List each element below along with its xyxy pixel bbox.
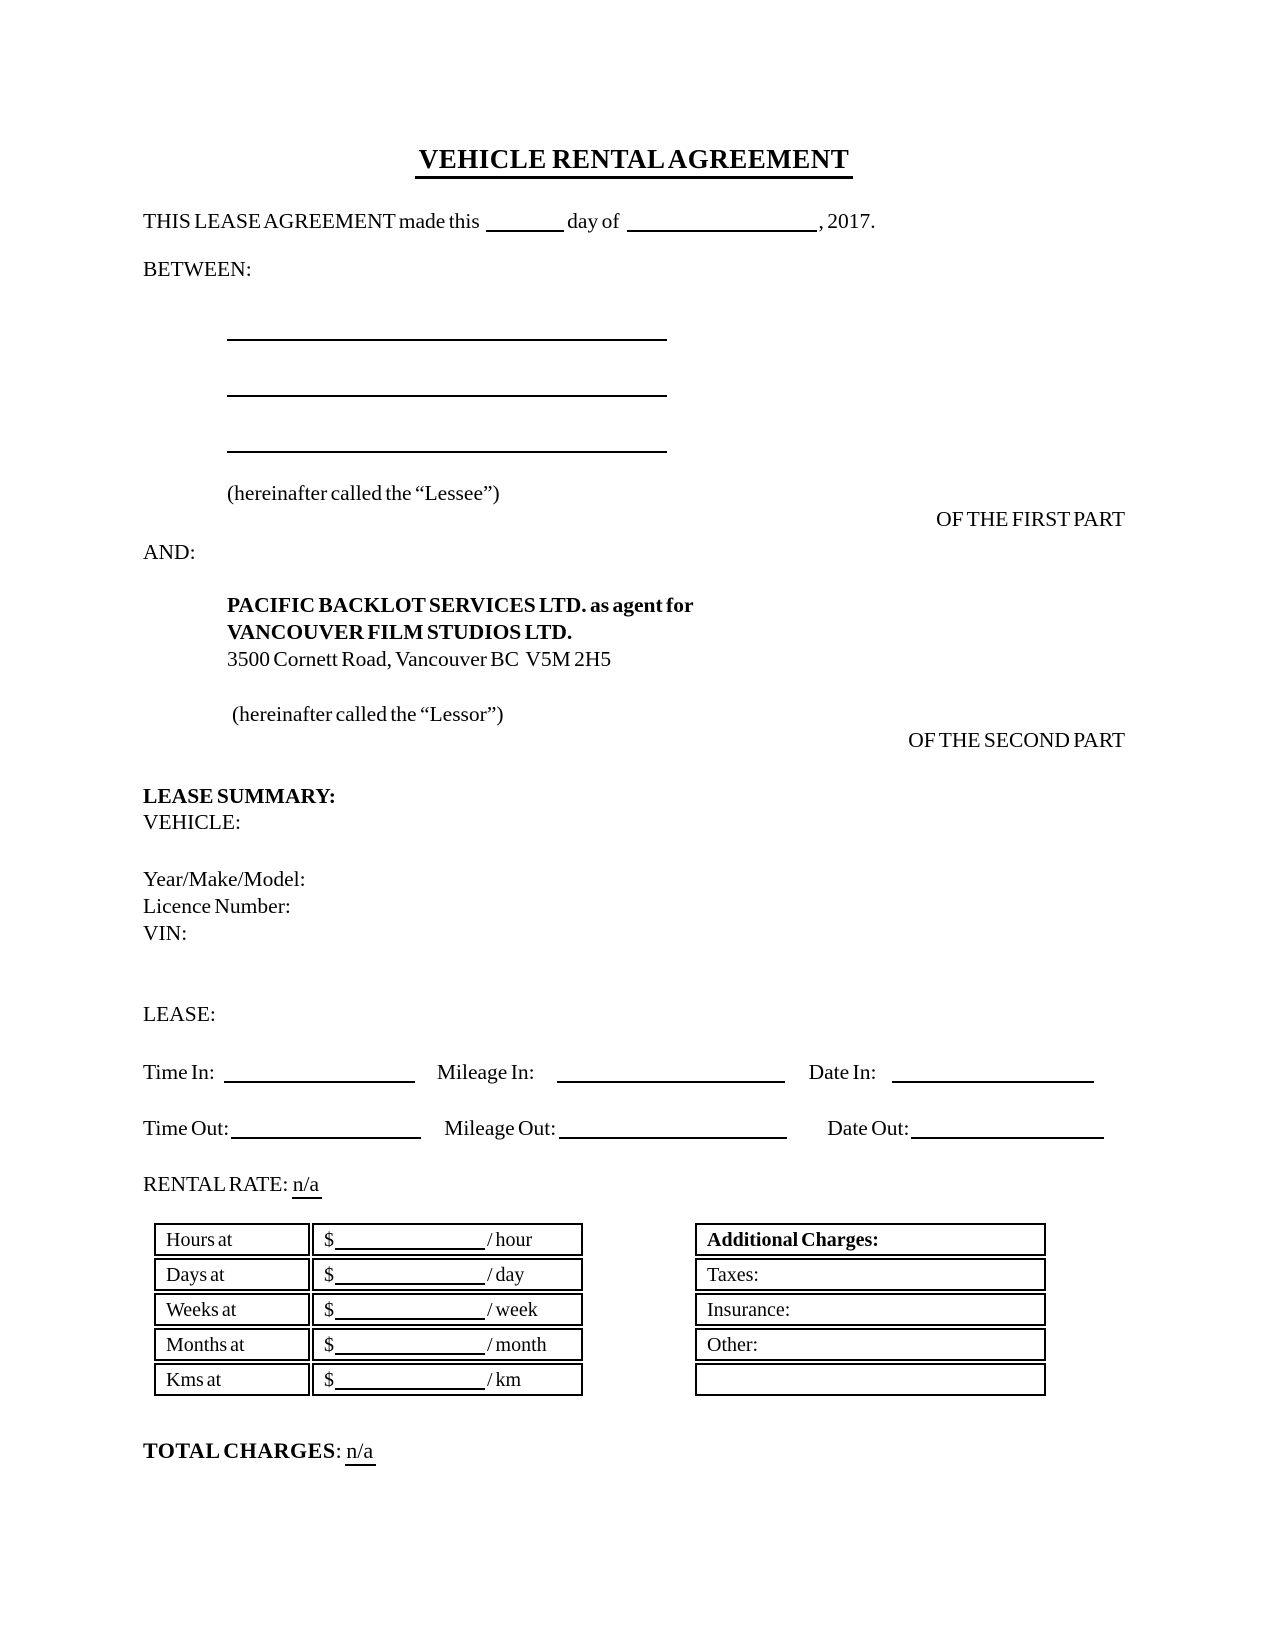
table-row bbox=[695, 1258, 1046, 1291]
lease-out-row bbox=[143, 1115, 1125, 1141]
lessee-note: (hereinafter called the “Lessee”) bbox=[227, 481, 500, 505]
rate-unit-cell: Kms at bbox=[154, 1363, 310, 1396]
date-out-label: Date Out: bbox=[827, 1116, 910, 1140]
table-row bbox=[695, 1363, 1046, 1396]
lease-summary-block bbox=[143, 783, 1125, 835]
table-row bbox=[695, 1293, 1046, 1326]
rate-per-label: / week bbox=[487, 1298, 538, 1321]
table-row bbox=[154, 1363, 583, 1396]
lease-summary-label: LEASE SUMMARY: bbox=[143, 784, 336, 808]
week-rate-blank-field[interactable] bbox=[335, 1312, 485, 1320]
lessor-note: (hereinafter called the “Lessor”) bbox=[232, 702, 504, 726]
month-rate-blank-field[interactable] bbox=[335, 1347, 485, 1355]
empty-cell[interactable] bbox=[695, 1363, 1046, 1396]
additional-charges-header-cell: Additional Charges: bbox=[695, 1223, 1046, 1256]
table-row bbox=[154, 1223, 583, 1256]
lessor-address: 3500 Cornett Road, Vancouver BC V5M 2H5 bbox=[227, 647, 612, 671]
rate-unit-cell: Days at bbox=[154, 1258, 310, 1291]
rate-amount-cell bbox=[312, 1223, 583, 1256]
of-second-part-label: OF THE SECOND PART bbox=[908, 728, 1125, 752]
total-charges-value: n/a bbox=[345, 1438, 376, 1466]
intro-prefix: THIS LEASE AGREEMENT made this bbox=[143, 209, 480, 233]
lessor-address-block bbox=[227, 592, 1125, 673]
rate-unit-cell: Months at bbox=[154, 1328, 310, 1361]
time-in-blank-field[interactable] bbox=[224, 1075, 415, 1083]
lessee-name-line-1[interactable] bbox=[227, 339, 667, 341]
day-blank-field[interactable] bbox=[486, 224, 564, 232]
vehicle-label: VEHICLE: bbox=[143, 810, 241, 834]
total-charges-label: TOTAL CHARGES bbox=[143, 1438, 336, 1463]
currency-symbol: $ bbox=[324, 1263, 334, 1286]
title-row bbox=[143, 142, 1125, 178]
lease-label: LEASE: bbox=[143, 1002, 216, 1026]
total-charges-colon: : bbox=[335, 1438, 342, 1463]
rate-per-label: / km bbox=[487, 1368, 522, 1391]
mileage-out-blank-field[interactable] bbox=[559, 1131, 787, 1139]
time-in-label: Time In: bbox=[143, 1060, 215, 1084]
currency-symbol: $ bbox=[324, 1333, 334, 1356]
licence-number-label: Licence Number: bbox=[143, 894, 291, 918]
rental-rate-row bbox=[143, 1171, 1125, 1197]
rate-table bbox=[152, 1221, 585, 1398]
rate-per-label: / month bbox=[487, 1333, 547, 1356]
rate-amount-cell bbox=[312, 1258, 583, 1291]
taxes-cell[interactable]: Taxes: bbox=[695, 1258, 1046, 1291]
rate-amount-cell bbox=[312, 1363, 583, 1396]
mileage-in-label: Mileage In: bbox=[436, 1060, 535, 1084]
rate-per-label: / day bbox=[487, 1263, 525, 1286]
mileage-out-label: Mileage Out: bbox=[444, 1116, 557, 1140]
date-out-blank-field[interactable] bbox=[911, 1131, 1104, 1139]
mileage-in-blank-field[interactable] bbox=[557, 1075, 785, 1083]
rate-amount-cell bbox=[312, 1293, 583, 1326]
table-row bbox=[695, 1328, 1046, 1361]
total-charges-row bbox=[143, 1438, 1125, 1464]
table-row bbox=[154, 1258, 583, 1291]
lessee-name-line-3[interactable] bbox=[227, 451, 667, 453]
rate-unit-cell: Hours at bbox=[154, 1223, 310, 1256]
of-first-part-label: OF THE FIRST PART bbox=[936, 507, 1125, 531]
insurance-cell[interactable]: Insurance: bbox=[695, 1293, 1046, 1326]
table-row bbox=[154, 1293, 583, 1326]
rate-per-label: / hour bbox=[487, 1228, 533, 1251]
additional-charges-table bbox=[693, 1221, 1048, 1398]
hour-rate-blank-field[interactable] bbox=[335, 1242, 485, 1250]
lessee-name-line-2[interactable] bbox=[227, 395, 667, 397]
page-title: VEHICLE RENTAL AGREEMENT bbox=[415, 144, 854, 179]
rates-and-charges-tables bbox=[152, 1221, 1125, 1398]
intro-suffix: , 2017. bbox=[818, 209, 876, 233]
km-rate-blank-field[interactable] bbox=[335, 1382, 485, 1390]
vin-label: VIN: bbox=[143, 921, 188, 945]
date-in-label: Date In: bbox=[808, 1060, 877, 1084]
currency-symbol: $ bbox=[324, 1228, 334, 1251]
lease-in-row bbox=[143, 1059, 1125, 1085]
date-in-blank-field[interactable] bbox=[892, 1075, 1094, 1083]
time-out-label: Time Out: bbox=[143, 1116, 230, 1140]
currency-symbol: $ bbox=[324, 1298, 334, 1321]
table-row bbox=[695, 1223, 1046, 1256]
rental-rate-label: RENTAL RATE: bbox=[143, 1172, 289, 1196]
intro-connector: day of bbox=[567, 209, 620, 233]
intro-paragraph bbox=[143, 208, 1125, 234]
lessor-name-line-2: VANCOUVER FILM STUDIOS LTD. bbox=[227, 620, 573, 644]
day-rate-blank-field[interactable] bbox=[335, 1277, 485, 1285]
lessor-name-line-1: PACIFIC BACKLOT SERVICES LTD. as agent for bbox=[227, 593, 694, 617]
year-make-model-label: Year/Make/Model: bbox=[143, 867, 306, 891]
between-label: BETWEEN: bbox=[143, 257, 252, 281]
time-out-blank-field[interactable] bbox=[231, 1131, 421, 1139]
vehicle-fields-block bbox=[143, 866, 1125, 947]
other-cell[interactable]: Other: bbox=[695, 1328, 1046, 1361]
currency-symbol: $ bbox=[324, 1368, 334, 1391]
rate-unit-cell: Weeks at bbox=[154, 1293, 310, 1326]
month-blank-field[interactable] bbox=[627, 224, 817, 232]
rate-amount-cell bbox=[312, 1328, 583, 1361]
and-label: AND: bbox=[143, 540, 196, 564]
rental-rate-value: n/a bbox=[292, 1172, 322, 1199]
table-row bbox=[154, 1328, 583, 1361]
